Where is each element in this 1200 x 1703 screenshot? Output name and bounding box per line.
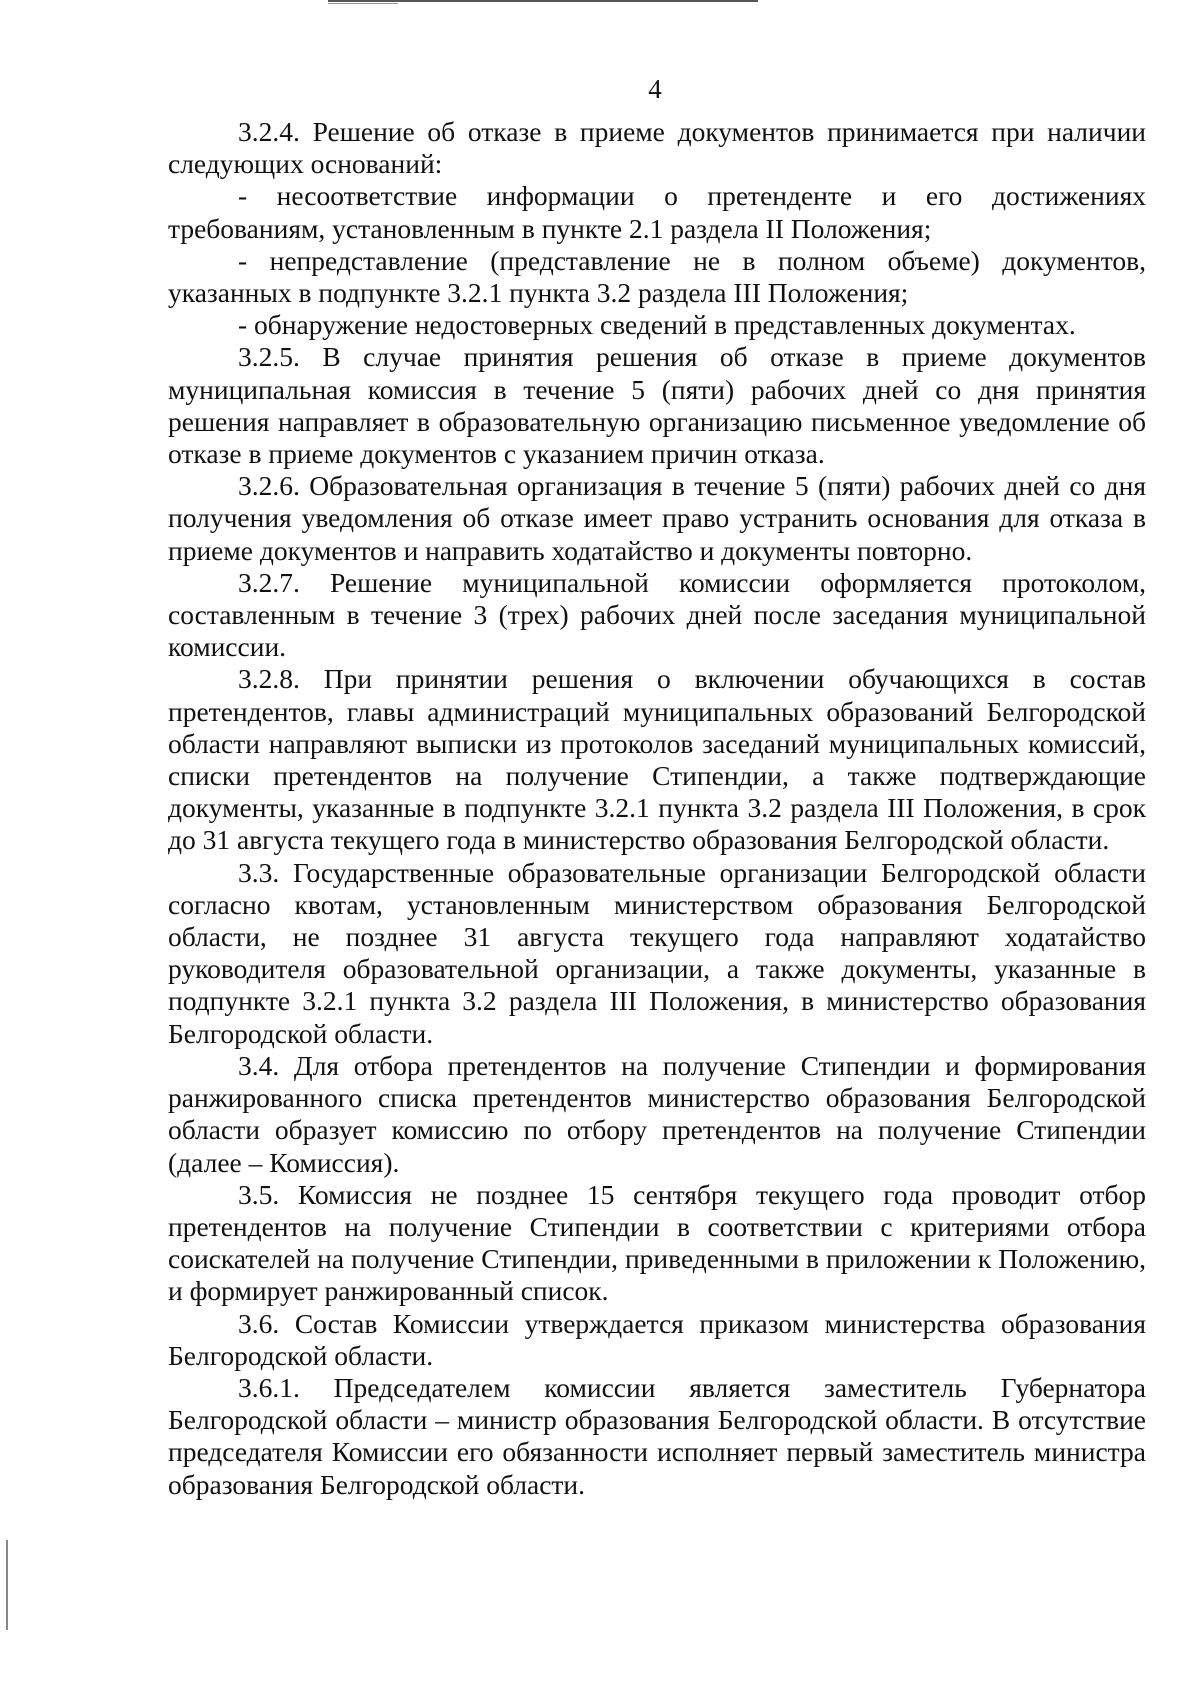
paragraph-3-5: 3.5. Комиссия не позднее 15 сентября текущего года проводит отбор претендентов на получение Стипендии в соответствии с критериями отбора соискателей на получение Стипендии, приведенными в приложении к Положению, и формирует ранжированный список. <box>168 1178 1146 1307</box>
paragraph-3-6: 3.6. Состав Комиссии утверждается приказом министерства образования Белгородской области. <box>168 1307 1146 1371</box>
paragraph-3-2-4: 3.2.4. Решение об отказе в приеме документов принимается при наличии следующих оснований: <box>168 116 1146 180</box>
scan-edge-mark <box>6 1540 8 1630</box>
paragraph-bullet-3: - обнаружение недостоверных сведений в представленных документах. <box>238 309 1076 341</box>
paragraph-3-2-7: 3.2.7. Решение муниципальной комиссии оформляется протоколом, составленным в течение 3 (трех) рабочих дней после заседания муниципальной комиссии. <box>168 566 1146 663</box>
paragraph-3-2-5: 3.2.5. В случае принятия решения об отказе в приеме документов муниципальная комиссия в течение 5 (пяти) рабочих дней со дня принятия решения направляет в образовательную организацию письменное уведомление об отказе в приеме документов с указанием причин отказа. <box>168 341 1146 470</box>
paragraph-bullet-2: - непредставление (представление не в полном объеме) документов, указанных в подпункте 3.2.1 пункта 3.2 раздела III Положения; <box>168 244 1146 309</box>
paragraph-3-6-1: 3.6.1. Председателем комиссии является заместитель Губернатора Белгородской области – министр образования Белгородской области. В отсутствие председателя Комиссии его обязанности исполняет первый заместитель министра образования Белгородской области. <box>168 1371 1146 1500</box>
top-edge-rule-fragment <box>328 3 398 4</box>
top-edge-rule <box>328 0 758 2</box>
paragraph-3-3: 3.3. Государственные образовательные организации Белгородской области согласно квотам, установленным министерством образования Белгородской области, не позднее 31 августа текущего года направляют ходатайство руководителя образовательной организации, а также документы, указанные в подпункте 3.2.1 пункта 3.2 раздела III Положения, в министерство образования Белгородской области. <box>168 856 1146 1049</box>
paragraph-3-4: 3.4. Для отбора претендентов на получение Стипендии и формирования ранжированного списка претендентов министерство образования Белгородской области образует комиссию по отбору претендентов на получение Стипендии (далее – Комиссия). <box>168 1049 1146 1178</box>
paragraph-bullet-1: - несоответствие информации о претенденте и его достижениях требованиям, установленным в пункте 2.1 раздела II Положения; <box>168 180 1146 244</box>
paragraph-3-2-8: 3.2.8. При принятии решения о включении обучающихся в состав претендентов, главы администраций муниципальных образований Белгородской области направляют выписки из протоколов заседаний муниципальных комиссий, списки претендентов на получение Стипендии, а также подтверждающие документы, указанные в подпункте 3.2.1 пункта 3.2 раздела III Положения, в срок до 31 августа текущего года в министерство образования Белгородской области. <box>168 663 1146 856</box>
document-body <box>168 116 1146 1501</box>
page-number: 4 <box>648 74 662 104</box>
paragraph-3-2-6: 3.2.6. Образовательная организация в течение 5 (пяти) рабочих дней со дня получения уведомления об отказе имеет право устранить основания для отказа в приеме документов и направить ходатайство и документы повторно. <box>168 470 1146 566</box>
